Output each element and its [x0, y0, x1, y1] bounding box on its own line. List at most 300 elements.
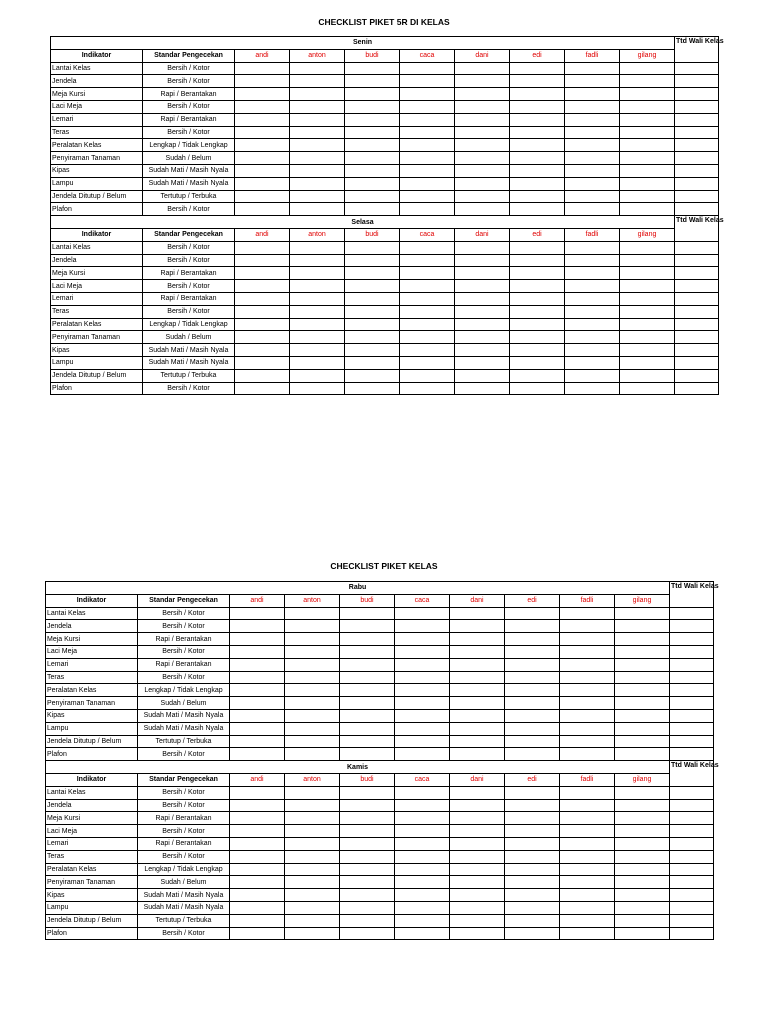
- check-cell[interactable]: [455, 203, 510, 216]
- check-cell[interactable]: [290, 139, 345, 152]
- check-cell[interactable]: [395, 876, 450, 889]
- ttd-cell[interactable]: [670, 633, 714, 646]
- check-cell[interactable]: [560, 927, 615, 940]
- check-cell[interactable]: [340, 748, 395, 761]
- check-cell[interactable]: [450, 607, 505, 620]
- check-cell[interactable]: [290, 331, 345, 344]
- check-cell[interactable]: [285, 901, 340, 914]
- check-cell[interactable]: [615, 709, 670, 722]
- check-cell[interactable]: [565, 280, 620, 293]
- check-cell[interactable]: [505, 722, 560, 735]
- check-cell[interactable]: [395, 850, 450, 863]
- check-cell[interactable]: [505, 645, 560, 658]
- check-cell[interactable]: [565, 190, 620, 203]
- check-cell[interactable]: [340, 927, 395, 940]
- check-cell[interactable]: [510, 254, 565, 267]
- check-cell[interactable]: [285, 607, 340, 620]
- check-cell[interactable]: [510, 126, 565, 139]
- check-cell[interactable]: [450, 633, 505, 646]
- check-cell[interactable]: [560, 863, 615, 876]
- check-cell[interactable]: [395, 889, 450, 902]
- check-cell[interactable]: [510, 356, 565, 369]
- check-cell[interactable]: [560, 799, 615, 812]
- check-cell[interactable]: [560, 850, 615, 863]
- check-cell[interactable]: [340, 671, 395, 684]
- check-cell[interactable]: [395, 927, 450, 940]
- check-cell[interactable]: [565, 305, 620, 318]
- check-cell[interactable]: [235, 382, 290, 395]
- ttd-cell[interactable]: [670, 863, 714, 876]
- check-cell[interactable]: [560, 876, 615, 889]
- check-cell[interactable]: [565, 382, 620, 395]
- check-cell[interactable]: [290, 280, 345, 293]
- check-cell[interactable]: [400, 382, 455, 395]
- check-cell[interactable]: [395, 825, 450, 838]
- check-cell[interactable]: [400, 267, 455, 280]
- ttd-cell[interactable]: [675, 164, 719, 177]
- check-cell[interactable]: [615, 786, 670, 799]
- check-cell[interactable]: [450, 684, 505, 697]
- check-cell[interactable]: [560, 633, 615, 646]
- check-cell[interactable]: [505, 620, 560, 633]
- check-cell[interactable]: [565, 113, 620, 126]
- check-cell[interactable]: [510, 280, 565, 293]
- check-cell[interactable]: [450, 850, 505, 863]
- check-cell[interactable]: [505, 658, 560, 671]
- check-cell[interactable]: [615, 633, 670, 646]
- check-cell[interactable]: [230, 863, 285, 876]
- check-cell[interactable]: [290, 177, 345, 190]
- ttd-cell[interactable]: [675, 254, 719, 267]
- check-cell[interactable]: [455, 164, 510, 177]
- check-cell[interactable]: [615, 889, 670, 902]
- check-cell[interactable]: [620, 88, 675, 101]
- check-cell[interactable]: [230, 876, 285, 889]
- check-cell[interactable]: [565, 75, 620, 88]
- check-cell[interactable]: [285, 889, 340, 902]
- check-cell[interactable]: [340, 735, 395, 748]
- check-cell[interactable]: [560, 837, 615, 850]
- check-cell[interactable]: [565, 356, 620, 369]
- check-cell[interactable]: [505, 671, 560, 684]
- check-cell[interactable]: [510, 344, 565, 357]
- check-cell[interactable]: [290, 88, 345, 101]
- check-cell[interactable]: [620, 164, 675, 177]
- check-cell[interactable]: [615, 812, 670, 825]
- check-cell[interactable]: [400, 113, 455, 126]
- check-cell[interactable]: [615, 914, 670, 927]
- check-cell[interactable]: [620, 267, 675, 280]
- ttd-cell[interactable]: [675, 113, 719, 126]
- check-cell[interactable]: [620, 280, 675, 293]
- check-cell[interactable]: [400, 203, 455, 216]
- check-cell[interactable]: [345, 100, 400, 113]
- check-cell[interactable]: [285, 850, 340, 863]
- check-cell[interactable]: [345, 267, 400, 280]
- check-cell[interactable]: [400, 75, 455, 88]
- check-cell[interactable]: [620, 177, 675, 190]
- check-cell[interactable]: [450, 658, 505, 671]
- check-cell[interactable]: [235, 305, 290, 318]
- check-cell[interactable]: [450, 709, 505, 722]
- check-cell[interactable]: [230, 671, 285, 684]
- check-cell[interactable]: [450, 901, 505, 914]
- check-cell[interactable]: [345, 318, 400, 331]
- check-cell[interactable]: [505, 850, 560, 863]
- check-cell[interactable]: [340, 850, 395, 863]
- check-cell[interactable]: [285, 671, 340, 684]
- ttd-cell[interactable]: [670, 812, 714, 825]
- check-cell[interactable]: [290, 126, 345, 139]
- check-cell[interactable]: [395, 748, 450, 761]
- ttd-cell[interactable]: [670, 876, 714, 889]
- check-cell[interactable]: [455, 152, 510, 165]
- check-cell[interactable]: [230, 684, 285, 697]
- check-cell[interactable]: [560, 722, 615, 735]
- check-cell[interactable]: [615, 901, 670, 914]
- check-cell[interactable]: [400, 190, 455, 203]
- check-cell[interactable]: [235, 241, 290, 254]
- check-cell[interactable]: [510, 152, 565, 165]
- check-cell[interactable]: [395, 671, 450, 684]
- check-cell[interactable]: [230, 927, 285, 940]
- check-cell[interactable]: [290, 254, 345, 267]
- check-cell[interactable]: [345, 280, 400, 293]
- ttd-cell[interactable]: [670, 837, 714, 850]
- check-cell[interactable]: [395, 914, 450, 927]
- check-cell[interactable]: [235, 100, 290, 113]
- ttd-cell[interactable]: [675, 88, 719, 101]
- check-cell[interactable]: [345, 203, 400, 216]
- check-cell[interactable]: [230, 825, 285, 838]
- check-cell[interactable]: [455, 177, 510, 190]
- check-cell[interactable]: [510, 382, 565, 395]
- check-cell[interactable]: [285, 927, 340, 940]
- check-cell[interactable]: [560, 748, 615, 761]
- check-cell[interactable]: [290, 292, 345, 305]
- check-cell[interactable]: [510, 369, 565, 382]
- check-cell[interactable]: [235, 369, 290, 382]
- ttd-cell[interactable]: [675, 356, 719, 369]
- check-cell[interactable]: [395, 901, 450, 914]
- check-cell[interactable]: [565, 369, 620, 382]
- check-cell[interactable]: [345, 331, 400, 344]
- check-cell[interactable]: [345, 369, 400, 382]
- ttd-cell[interactable]: [670, 620, 714, 633]
- check-cell[interactable]: [510, 139, 565, 152]
- check-cell[interactable]: [455, 305, 510, 318]
- check-cell[interactable]: [560, 786, 615, 799]
- check-cell[interactable]: [235, 113, 290, 126]
- check-cell[interactable]: [505, 812, 560, 825]
- check-cell[interactable]: [505, 927, 560, 940]
- check-cell[interactable]: [455, 344, 510, 357]
- ttd-cell[interactable]: [675, 152, 719, 165]
- ttd-cell[interactable]: [670, 799, 714, 812]
- check-cell[interactable]: [340, 901, 395, 914]
- check-cell[interactable]: [290, 318, 345, 331]
- check-cell[interactable]: [560, 735, 615, 748]
- ttd-cell[interactable]: [675, 100, 719, 113]
- check-cell[interactable]: [455, 292, 510, 305]
- check-cell[interactable]: [615, 825, 670, 838]
- check-cell[interactable]: [285, 786, 340, 799]
- check-cell[interactable]: [340, 799, 395, 812]
- check-cell[interactable]: [290, 203, 345, 216]
- check-cell[interactable]: [505, 825, 560, 838]
- check-cell[interactable]: [345, 113, 400, 126]
- check-cell[interactable]: [615, 837, 670, 850]
- ttd-cell[interactable]: [675, 382, 719, 395]
- check-cell[interactable]: [450, 799, 505, 812]
- check-cell[interactable]: [285, 633, 340, 646]
- check-cell[interactable]: [230, 722, 285, 735]
- check-cell[interactable]: [230, 850, 285, 863]
- ttd-cell[interactable]: [675, 267, 719, 280]
- check-cell[interactable]: [455, 254, 510, 267]
- check-cell[interactable]: [615, 876, 670, 889]
- check-cell[interactable]: [565, 241, 620, 254]
- check-cell[interactable]: [620, 292, 675, 305]
- check-cell[interactable]: [400, 369, 455, 382]
- check-cell[interactable]: [450, 837, 505, 850]
- ttd-cell[interactable]: [670, 645, 714, 658]
- check-cell[interactable]: [565, 139, 620, 152]
- check-cell[interactable]: [235, 318, 290, 331]
- check-cell[interactable]: [510, 190, 565, 203]
- check-cell[interactable]: [400, 305, 455, 318]
- check-cell[interactable]: [615, 735, 670, 748]
- check-cell[interactable]: [395, 658, 450, 671]
- check-cell[interactable]: [620, 356, 675, 369]
- check-cell[interactable]: [235, 331, 290, 344]
- check-cell[interactable]: [615, 927, 670, 940]
- ttd-cell[interactable]: [675, 62, 719, 75]
- check-cell[interactable]: [395, 620, 450, 633]
- check-cell[interactable]: [345, 356, 400, 369]
- check-cell[interactable]: [620, 152, 675, 165]
- check-cell[interactable]: [615, 620, 670, 633]
- check-cell[interactable]: [230, 658, 285, 671]
- check-cell[interactable]: [455, 126, 510, 139]
- check-cell[interactable]: [290, 190, 345, 203]
- check-cell[interactable]: [455, 190, 510, 203]
- check-cell[interactable]: [615, 671, 670, 684]
- check-cell[interactable]: [400, 292, 455, 305]
- check-cell[interactable]: [565, 254, 620, 267]
- check-cell[interactable]: [230, 709, 285, 722]
- check-cell[interactable]: [235, 344, 290, 357]
- check-cell[interactable]: [285, 658, 340, 671]
- check-cell[interactable]: [285, 735, 340, 748]
- check-cell[interactable]: [285, 697, 340, 710]
- check-cell[interactable]: [620, 62, 675, 75]
- check-cell[interactable]: [510, 164, 565, 177]
- ttd-cell[interactable]: [670, 658, 714, 671]
- check-cell[interactable]: [395, 863, 450, 876]
- check-cell[interactable]: [565, 318, 620, 331]
- check-cell[interactable]: [505, 914, 560, 927]
- check-cell[interactable]: [235, 280, 290, 293]
- check-cell[interactable]: [345, 382, 400, 395]
- ttd-cell[interactable]: [675, 331, 719, 344]
- check-cell[interactable]: [620, 331, 675, 344]
- ttd-cell[interactable]: [670, 697, 714, 710]
- check-cell[interactable]: [455, 139, 510, 152]
- check-cell[interactable]: [510, 241, 565, 254]
- check-cell[interactable]: [510, 75, 565, 88]
- check-cell[interactable]: [615, 863, 670, 876]
- check-cell[interactable]: [400, 254, 455, 267]
- check-cell[interactable]: [565, 267, 620, 280]
- check-cell[interactable]: [285, 799, 340, 812]
- check-cell[interactable]: [290, 75, 345, 88]
- check-cell[interactable]: [235, 139, 290, 152]
- check-cell[interactable]: [345, 254, 400, 267]
- check-cell[interactable]: [340, 645, 395, 658]
- check-cell[interactable]: [505, 709, 560, 722]
- check-cell[interactable]: [510, 267, 565, 280]
- ttd-cell[interactable]: [670, 709, 714, 722]
- check-cell[interactable]: [615, 722, 670, 735]
- check-cell[interactable]: [565, 88, 620, 101]
- check-cell[interactable]: [620, 126, 675, 139]
- check-cell[interactable]: [345, 164, 400, 177]
- check-cell[interactable]: [285, 825, 340, 838]
- check-cell[interactable]: [505, 748, 560, 761]
- check-cell[interactable]: [340, 876, 395, 889]
- check-cell[interactable]: [510, 100, 565, 113]
- check-cell[interactable]: [455, 318, 510, 331]
- check-cell[interactable]: [290, 344, 345, 357]
- check-cell[interactable]: [235, 203, 290, 216]
- check-cell[interactable]: [505, 837, 560, 850]
- check-cell[interactable]: [510, 62, 565, 75]
- check-cell[interactable]: [230, 735, 285, 748]
- check-cell[interactable]: [560, 709, 615, 722]
- check-cell[interactable]: [395, 633, 450, 646]
- check-cell[interactable]: [510, 292, 565, 305]
- check-cell[interactable]: [450, 786, 505, 799]
- check-cell[interactable]: [455, 88, 510, 101]
- check-cell[interactable]: [290, 113, 345, 126]
- check-cell[interactable]: [290, 152, 345, 165]
- check-cell[interactable]: [505, 633, 560, 646]
- check-cell[interactable]: [400, 356, 455, 369]
- check-cell[interactable]: [450, 889, 505, 902]
- check-cell[interactable]: [235, 267, 290, 280]
- check-cell[interactable]: [560, 812, 615, 825]
- check-cell[interactable]: [235, 190, 290, 203]
- check-cell[interactable]: [235, 164, 290, 177]
- check-cell[interactable]: [455, 369, 510, 382]
- check-cell[interactable]: [230, 645, 285, 658]
- check-cell[interactable]: [340, 889, 395, 902]
- check-cell[interactable]: [230, 812, 285, 825]
- check-cell[interactable]: [340, 722, 395, 735]
- check-cell[interactable]: [345, 344, 400, 357]
- check-cell[interactable]: [450, 825, 505, 838]
- check-cell[interactable]: [395, 837, 450, 850]
- check-cell[interactable]: [620, 318, 675, 331]
- ttd-cell[interactable]: [670, 671, 714, 684]
- ttd-cell[interactable]: [675, 177, 719, 190]
- check-cell[interactable]: [565, 331, 620, 344]
- check-cell[interactable]: [560, 914, 615, 927]
- check-cell[interactable]: [285, 914, 340, 927]
- check-cell[interactable]: [395, 812, 450, 825]
- check-cell[interactable]: [620, 254, 675, 267]
- check-cell[interactable]: [290, 100, 345, 113]
- check-cell[interactable]: [615, 645, 670, 658]
- check-cell[interactable]: [455, 280, 510, 293]
- check-cell[interactable]: [505, 889, 560, 902]
- ttd-cell[interactable]: [675, 344, 719, 357]
- check-cell[interactable]: [400, 164, 455, 177]
- ttd-cell[interactable]: [670, 607, 714, 620]
- ttd-cell[interactable]: [675, 126, 719, 139]
- check-cell[interactable]: [285, 709, 340, 722]
- check-cell[interactable]: [505, 901, 560, 914]
- check-cell[interactable]: [395, 607, 450, 620]
- check-cell[interactable]: [560, 825, 615, 838]
- check-cell[interactable]: [560, 697, 615, 710]
- check-cell[interactable]: [615, 799, 670, 812]
- check-cell[interactable]: [455, 62, 510, 75]
- check-cell[interactable]: [395, 684, 450, 697]
- check-cell[interactable]: [395, 799, 450, 812]
- check-cell[interactable]: [505, 863, 560, 876]
- check-cell[interactable]: [230, 633, 285, 646]
- ttd-cell[interactable]: [675, 241, 719, 254]
- check-cell[interactable]: [290, 356, 345, 369]
- check-cell[interactable]: [230, 620, 285, 633]
- check-cell[interactable]: [565, 62, 620, 75]
- check-cell[interactable]: [505, 876, 560, 889]
- check-cell[interactable]: [565, 203, 620, 216]
- check-cell[interactable]: [230, 786, 285, 799]
- check-cell[interactable]: [345, 190, 400, 203]
- check-cell[interactable]: [450, 645, 505, 658]
- check-cell[interactable]: [235, 62, 290, 75]
- check-cell[interactable]: [345, 241, 400, 254]
- check-cell[interactable]: [340, 633, 395, 646]
- ttd-cell[interactable]: [670, 825, 714, 838]
- check-cell[interactable]: [450, 722, 505, 735]
- check-cell[interactable]: [560, 620, 615, 633]
- check-cell[interactable]: [455, 113, 510, 126]
- check-cell[interactable]: [565, 100, 620, 113]
- check-cell[interactable]: [510, 177, 565, 190]
- check-cell[interactable]: [285, 620, 340, 633]
- check-cell[interactable]: [615, 684, 670, 697]
- check-cell[interactable]: [505, 799, 560, 812]
- check-cell[interactable]: [340, 697, 395, 710]
- check-cell[interactable]: [510, 305, 565, 318]
- check-cell[interactable]: [230, 748, 285, 761]
- check-cell[interactable]: [340, 914, 395, 927]
- check-cell[interactable]: [400, 241, 455, 254]
- ttd-cell[interactable]: [675, 139, 719, 152]
- check-cell[interactable]: [230, 799, 285, 812]
- check-cell[interactable]: [345, 139, 400, 152]
- check-cell[interactable]: [340, 863, 395, 876]
- check-cell[interactable]: [560, 645, 615, 658]
- check-cell[interactable]: [285, 812, 340, 825]
- check-cell[interactable]: [340, 620, 395, 633]
- check-cell[interactable]: [235, 254, 290, 267]
- check-cell[interactable]: [615, 748, 670, 761]
